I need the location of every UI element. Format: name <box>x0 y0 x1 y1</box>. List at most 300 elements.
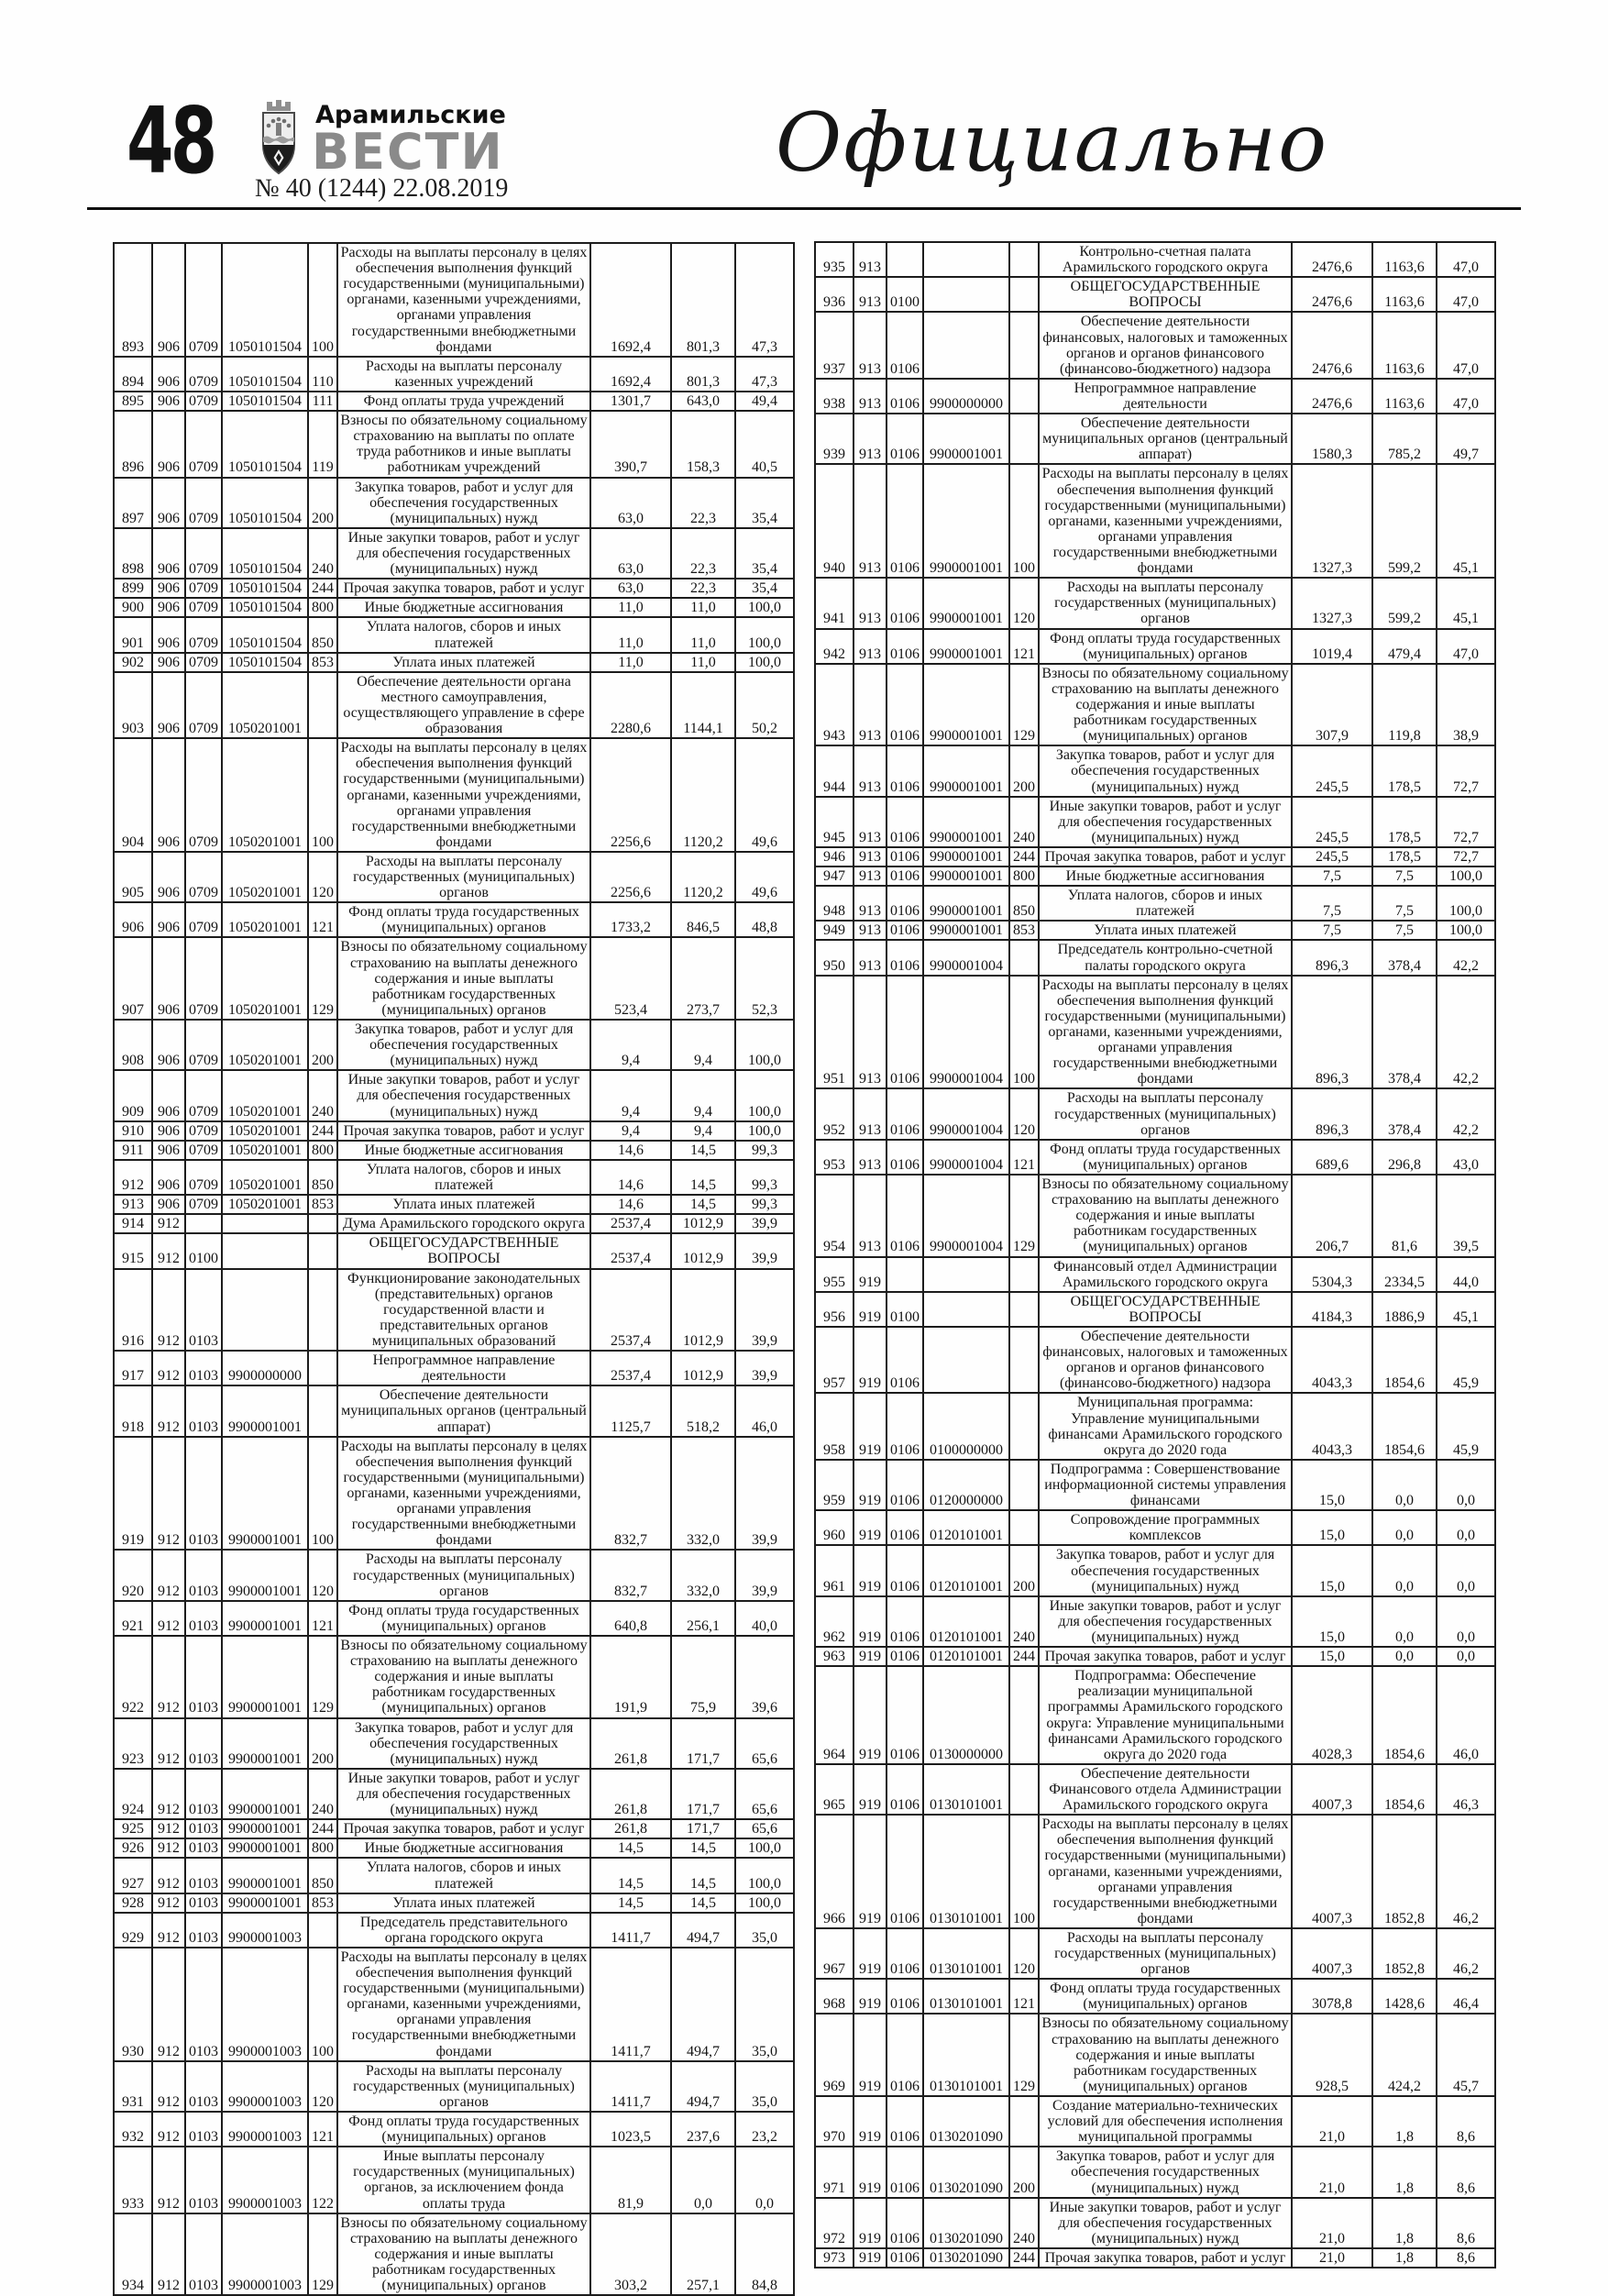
approved-value-cell: 11,0 <box>590 598 671 617</box>
description-cell: Фонд оплаты труда государственных (муниципальных) органов <box>1039 1979 1292 2014</box>
section-code-cell: 0709 <box>185 243 222 357</box>
section-code-cell: 0106 <box>887 2014 923 2096</box>
executed-value-cell: 332,0 <box>671 1550 735 1600</box>
section-code-cell: 0709 <box>185 579 222 598</box>
percent-value-cell: 72,7 <box>1437 797 1495 847</box>
row-number-cell: 925 <box>114 1819 152 1838</box>
row-number-cell: 899 <box>114 579 152 598</box>
percent-value-cell: 47,0 <box>1437 242 1495 277</box>
adm-code-cell: 912 <box>152 2112 185 2147</box>
row-number-cell: 917 <box>114 1351 152 1385</box>
expense-type-cell <box>1009 379 1039 414</box>
expense-type-cell <box>308 1351 337 1385</box>
approved-value-cell: 1411,7 <box>590 1948 671 2061</box>
table-row <box>815 414 1495 464</box>
description-cell: Расходы на выплаты персоналу в целях обеспечения выполнения функций государственными (муниципальными) органами, казенными учреждениями, органами управления государственными внебюджетными фондами <box>1039 1815 1292 1928</box>
approved-value-cell: 896,3 <box>1292 940 1372 975</box>
row-number-cell: 904 <box>114 738 152 852</box>
expense-type-cell: 122 <box>308 2147 337 2213</box>
percent-value-cell: 40,5 <box>735 411 794 477</box>
table-row <box>815 1666 1495 1764</box>
table-row <box>114 617 794 652</box>
adm-code-cell: 906 <box>152 1070 185 1120</box>
adm-code-cell: 913 <box>854 379 887 414</box>
row-number-cell: 930 <box>114 1948 152 2061</box>
target-article-cell: 0120101001 <box>923 1510 1009 1545</box>
description-cell: Дума Арамильского городского округа <box>337 1214 590 1233</box>
target-article-cell: 1050201001 <box>222 738 308 852</box>
percent-value-cell: 100,0 <box>735 617 794 652</box>
row-number-cell: 916 <box>114 1269 152 1352</box>
row-number-cell: 947 <box>815 867 854 886</box>
executed-value-cell: 22,3 <box>671 528 735 579</box>
percent-value-cell: 100,0 <box>735 1020 794 1070</box>
adm-code-cell: 913 <box>854 921 887 940</box>
approved-value-cell: 4043,3 <box>1292 1327 1372 1393</box>
target-article-cell: 0130101001 <box>923 2014 1009 2096</box>
adm-code-cell: 919 <box>854 2014 887 2096</box>
row-number-cell: 972 <box>815 2198 854 2248</box>
target-article-cell: 9900001001 <box>923 578 1009 628</box>
executed-value-cell: 7,5 <box>1372 886 1437 921</box>
table-row <box>815 1979 1495 2014</box>
row-number-cell: 894 <box>114 357 152 392</box>
adm-code-cell: 912 <box>152 1214 185 1233</box>
percent-value-cell: 8,6 <box>1437 2248 1495 2268</box>
adm-code-cell: 912 <box>152 2147 185 2213</box>
adm-code-cell: 913 <box>854 277 887 312</box>
budget-execution-table-left <box>113 242 795 2296</box>
table-row <box>114 579 794 598</box>
percent-value-cell: 47,0 <box>1437 629 1495 664</box>
expense-type-cell: 200 <box>308 1718 337 1769</box>
table-row <box>815 578 1495 628</box>
description-cell: Иные выплаты персоналу государственных (муниципальных) органов, за исключением фонда оплаты труда <box>337 2147 590 2213</box>
target-article-cell: 1050201001 <box>222 852 308 902</box>
approved-value-cell: 1301,7 <box>590 392 671 411</box>
expense-type-cell: 200 <box>1009 1545 1039 1595</box>
executed-value-cell: 1120,2 <box>671 738 735 852</box>
table-row <box>815 1596 1495 1647</box>
row-number-cell: 908 <box>114 1020 152 1070</box>
section-code-cell: 0106 <box>887 1393 923 1459</box>
expense-type-cell <box>308 1269 337 1352</box>
target-article-cell: 0120101001 <box>923 1596 1009 1647</box>
section-code-cell: 0709 <box>185 528 222 579</box>
adm-code-cell: 906 <box>152 653 185 672</box>
percent-value-cell: 35,4 <box>735 478 794 528</box>
target-article-cell: 9900001004 <box>923 976 1009 1089</box>
table-row <box>815 1928 1495 1979</box>
approved-value-cell: 21,0 <box>1292 2248 1372 2268</box>
section-code-cell: 0106 <box>887 1140 923 1175</box>
adm-code-cell: 913 <box>854 867 887 886</box>
percent-value-cell: 8,6 <box>1437 2096 1495 2147</box>
row-number-cell: 953 <box>815 1140 854 1175</box>
percent-value-cell: 44,0 <box>1437 1257 1495 1292</box>
section-code-cell: 0103 <box>185 1385 222 1436</box>
approved-value-cell: 63,0 <box>590 478 671 528</box>
description-cell: Иные закупки товаров, работ и услуг для обеспечения государственных (муниципальных) нужд <box>337 1070 590 1120</box>
executed-value-cell: 1854,6 <box>1372 1764 1437 1815</box>
approved-value-cell: 1019,4 <box>1292 629 1372 664</box>
approved-value-cell: 261,8 <box>590 1819 671 1838</box>
percent-value-cell: 100,0 <box>735 1893 794 1913</box>
adm-code-cell: 912 <box>152 1893 185 1913</box>
row-number-cell: 967 <box>815 1928 854 1979</box>
target-article-cell <box>923 242 1009 277</box>
row-number-cell: 944 <box>815 745 854 796</box>
row-number-cell: 909 <box>114 1070 152 1120</box>
target-article-cell: 1050101504 <box>222 617 308 652</box>
adm-code-cell: 912 <box>152 1437 185 1551</box>
description-cell: Обеспечение деятельности муниципальных органов (центральный аппарат) <box>337 1385 590 1436</box>
description-cell: Финансовый отдел Администрации Арамильского городского округа <box>1039 1257 1292 1292</box>
description-cell: Расходы на выплаты персоналу в целях обеспечения выполнения функций государственными (муниципальными) органами, казенными учреждениями, органами управления государственными внебюджетными фондами <box>337 1948 590 2061</box>
percent-value-cell: 8,6 <box>1437 2198 1495 2248</box>
expense-type-cell: 120 <box>1009 1928 1039 1979</box>
expense-type-cell <box>1009 312 1039 378</box>
row-number-cell: 907 <box>114 937 152 1020</box>
approved-value-cell: 7,5 <box>1292 921 1372 940</box>
expense-type-cell: 800 <box>308 1838 337 1858</box>
description-cell: Прочая закупка товаров, работ и услуг <box>1039 2248 1292 2268</box>
section-code-cell: 0709 <box>185 852 222 902</box>
target-article-cell <box>923 312 1009 378</box>
expense-type-cell: 129 <box>308 937 337 1020</box>
percent-value-cell: 39,6 <box>735 1636 794 1718</box>
table-row <box>815 976 1495 1089</box>
approved-value-cell: 206,7 <box>1292 1175 1372 1257</box>
row-number-cell: 955 <box>815 1257 854 1292</box>
percent-value-cell: 47,3 <box>735 243 794 357</box>
description-cell: Обеспечение деятельности Финансового отдела Администрации Арамильского городского округа <box>1039 1764 1292 1815</box>
row-number-cell: 938 <box>815 379 854 414</box>
description-cell: Иные закупки товаров, работ и услуг для обеспечения государственных (муниципальных) нужд <box>337 1769 590 1819</box>
target-article-cell: 9900001003 <box>222 1948 308 2061</box>
expense-type-cell: 853 <box>308 653 337 672</box>
adm-code-cell: 919 <box>854 1460 887 1510</box>
executed-value-cell: 158,3 <box>671 411 735 477</box>
executed-value-cell: 518,2 <box>671 1385 735 1436</box>
table-row <box>815 1393 1495 1459</box>
section-code-cell: 0106 <box>887 578 923 628</box>
target-article-cell <box>222 1269 308 1352</box>
row-number-cell: 943 <box>815 664 854 746</box>
target-article-cell: 0120101001 <box>923 1647 1009 1666</box>
expense-type-cell: 800 <box>308 598 337 617</box>
table-row <box>815 940 1495 975</box>
executed-value-cell: 0,0 <box>1372 1460 1437 1510</box>
description-cell: Прочая закупка товаров, работ и услуг <box>1039 847 1292 867</box>
approved-value-cell: 3078,8 <box>1292 1979 1372 2014</box>
description-cell: Расходы на выплаты персоналу государственных (муниципальных) органов <box>337 852 590 902</box>
table-row <box>114 411 794 477</box>
coat-of-arms-logo <box>257 97 301 178</box>
section-code-cell: 0709 <box>185 1141 222 1160</box>
table-row <box>815 745 1495 796</box>
executed-value-cell: 494,7 <box>671 1948 735 2061</box>
adm-code-cell: 906 <box>152 1195 185 1214</box>
description-cell: Взносы по обязательному социальному страхованию на выплаты денежного содержания и иные выплаты работникам государственных (муниципальных) органов <box>1039 664 1292 746</box>
section-code-cell: 0709 <box>185 357 222 392</box>
table-row <box>815 921 1495 940</box>
adm-code-cell: 912 <box>152 1550 185 1600</box>
section-code-cell: 0106 <box>887 1928 923 1979</box>
row-number-cell: 959 <box>815 1460 854 1510</box>
table-row <box>114 243 794 357</box>
expense-type-cell: 100 <box>308 243 337 357</box>
description-cell: Уплата налогов, сборов и иных платежей <box>337 1160 590 1195</box>
adm-code-cell: 919 <box>854 1815 887 1928</box>
section-code-cell: 0106 <box>887 1764 923 1815</box>
executed-value-cell: 14,5 <box>671 1858 735 1893</box>
target-article-cell <box>222 1214 308 1233</box>
description-cell: Контрольно-счетная палата Арамильского городского округа <box>1039 242 1292 277</box>
section-code-cell: 0106 <box>887 745 923 796</box>
description-cell: Расходы на выплаты персоналу в целях обеспечения выполнения функций государственными (муниципальными) органами, казенными учреждениями, органами управления государственными внебюджетными фондами <box>337 738 590 852</box>
approved-value-cell: 4007,3 <box>1292 1815 1372 1928</box>
table-row <box>815 867 1495 886</box>
approved-value-cell: 245,5 <box>1292 847 1372 867</box>
target-article-cell: 9900001003 <box>222 2147 308 2213</box>
row-number-cell: 913 <box>114 1195 152 1214</box>
section-code-cell: 0106 <box>887 1979 923 2014</box>
row-number-cell: 921 <box>114 1601 152 1636</box>
target-article-cell: 0130000000 <box>923 1666 1009 1764</box>
target-article-cell: 9900001001 <box>222 1718 308 1769</box>
table-row <box>114 1636 794 1718</box>
approved-value-cell: 9,4 <box>590 1121 671 1141</box>
target-article-cell: 9900001001 <box>222 1636 308 1718</box>
approved-value-cell: 7,5 <box>1292 867 1372 886</box>
executed-value-cell: 9,4 <box>671 1020 735 1070</box>
percent-value-cell: 48,8 <box>735 902 794 937</box>
description-cell: Уплата налогов, сборов и иных платежей <box>1039 886 1292 921</box>
description-cell: ОБЩЕГОСУДАРСТВЕННЫЕ ВОПРОСЫ <box>337 1233 590 1268</box>
expense-type-cell: 120 <box>1009 1088 1039 1139</box>
adm-code-cell: 913 <box>854 976 887 1089</box>
executed-value-cell: 494,7 <box>671 1913 735 1948</box>
approved-value-cell: 9,4 <box>590 1070 671 1120</box>
row-number-cell: 957 <box>815 1327 854 1393</box>
description-cell: ОБЩЕГОСУДАРСТВЕННЫЕ ВОПРОСЫ <box>1039 1292 1292 1327</box>
table-row <box>815 312 1495 378</box>
approved-value-cell: 63,0 <box>590 579 671 598</box>
table-row <box>114 357 794 392</box>
section-code-cell: 0103 <box>185 1437 222 1551</box>
row-number-cell: 914 <box>114 1214 152 1233</box>
table-row <box>114 1718 794 1769</box>
expense-type-cell: 119 <box>308 411 337 477</box>
target-article-cell: 9900001004 <box>923 940 1009 975</box>
approved-value-cell: 1411,7 <box>590 2061 671 2112</box>
adm-code-cell: 913 <box>854 1175 887 1257</box>
section-code-cell: 0103 <box>185 1769 222 1819</box>
description-cell: Закупка товаров, работ и услуг для обеспечения государственных (муниципальных) нужд <box>337 1718 590 1769</box>
approved-value-cell: 1692,4 <box>590 243 671 357</box>
description-cell: Обеспечение деятельности органа местного самоуправления, осуществляющего управление в сфере образования <box>337 672 590 738</box>
table-row <box>114 478 794 528</box>
approved-value-cell: 14,5 <box>590 1858 671 1893</box>
target-article-cell: 9900000000 <box>923 379 1009 414</box>
table-row <box>815 1545 1495 1595</box>
target-article-cell: 0130101001 <box>923 1979 1009 2014</box>
approved-value-cell: 11,0 <box>590 617 671 652</box>
percent-value-cell: 49,4 <box>735 392 794 411</box>
section-code-cell: 0103 <box>185 1948 222 2061</box>
table-row <box>114 1601 794 1636</box>
percent-value-cell: 45,7 <box>1437 2014 1495 2096</box>
header-divider <box>87 207 1521 210</box>
approved-value-cell: 2476,6 <box>1292 379 1372 414</box>
expense-type-cell <box>1009 2096 1039 2147</box>
section-code-cell: 0106 <box>887 1545 923 1595</box>
row-number-cell: 940 <box>815 464 854 578</box>
percent-value-cell: 0,0 <box>1437 1545 1495 1595</box>
description-cell: Взносы по обязательному социальному страхованию на выплаты денежного содержания и иные выплаты работникам государственных (муниципальных) органов <box>337 2213 590 2296</box>
target-article-cell: 1050201001 <box>222 672 308 738</box>
expense-type-cell: 244 <box>1009 847 1039 867</box>
executed-value-cell: 171,7 <box>671 1769 735 1819</box>
adm-code-cell: 912 <box>152 1233 185 1268</box>
target-article-cell: 9900001003 <box>222 2213 308 2296</box>
target-article-cell: 9900001001 <box>923 745 1009 796</box>
expense-type-cell: 240 <box>1009 2198 1039 2248</box>
expense-type-cell: 244 <box>308 579 337 598</box>
percent-value-cell: 45,1 <box>1437 1292 1495 1327</box>
section-code-cell: 0103 <box>185 2112 222 2147</box>
target-article-cell: 1050101504 <box>222 579 308 598</box>
table-row <box>114 1351 794 1385</box>
approved-value-cell: 15,0 <box>1292 1510 1372 1545</box>
description-cell: Расходы на выплаты персоналу государственных (муниципальных) органов <box>337 1550 590 1600</box>
percent-value-cell: 49,6 <box>735 852 794 902</box>
expense-type-cell: 129 <box>1009 2014 1039 2096</box>
row-number-cell: 946 <box>815 847 854 867</box>
percent-value-cell: 99,3 <box>735 1141 794 1160</box>
description-cell: Уплата иных платежей <box>337 653 590 672</box>
target-article-cell: 1050101504 <box>222 478 308 528</box>
description-cell: Прочая закупка товаров, работ и услуг <box>337 1121 590 1141</box>
section-code-cell: 0106 <box>887 1460 923 1510</box>
executed-value-cell: 1120,2 <box>671 852 735 902</box>
adm-code-cell: 919 <box>854 1979 887 2014</box>
row-number-cell: 966 <box>815 1815 854 1928</box>
executed-value-cell: 2334,5 <box>1372 1257 1437 1292</box>
row-number-cell: 895 <box>114 392 152 411</box>
executed-value-cell: 801,3 <box>671 357 735 392</box>
approved-value-cell: 9,4 <box>590 1020 671 1070</box>
approved-value-cell: 245,5 <box>1292 797 1372 847</box>
executed-value-cell: 1,8 <box>1372 2198 1437 2248</box>
approved-value-cell: 2476,6 <box>1292 277 1372 312</box>
executed-value-cell: 599,2 <box>1372 464 1437 578</box>
section-code-cell: 0106 <box>887 976 923 1089</box>
section-code-cell: 0106 <box>887 1175 923 1257</box>
description-cell: Расходы на выплаты персоналу государственных (муниципальных) органов <box>1039 1928 1292 1979</box>
percent-value-cell: 0,0 <box>1437 1647 1495 1666</box>
row-number-cell: 903 <box>114 672 152 738</box>
section-code-cell: 0100 <box>887 1292 923 1327</box>
description-cell: Создание материально-технических условий для обеспечения исполнения муниципальной программы <box>1039 2096 1292 2147</box>
row-number-cell: 897 <box>114 478 152 528</box>
percent-value-cell: 43,0 <box>1437 1140 1495 1175</box>
table-row <box>114 1070 794 1120</box>
description-cell: Расходы на выплаты персоналу государственных (муниципальных) органов <box>1039 1088 1292 1139</box>
executed-value-cell: 1,8 <box>1372 2248 1437 2268</box>
approved-value-cell: 928,5 <box>1292 2014 1372 2096</box>
expense-type-cell: 120 <box>308 1550 337 1600</box>
adm-code-cell: 913 <box>854 1140 887 1175</box>
adm-code-cell: 912 <box>152 1601 185 1636</box>
executed-value-cell: 0,0 <box>671 2147 735 2213</box>
target-article-cell: 9900001003 <box>222 1913 308 1948</box>
target-article-cell: 9900001001 <box>222 1769 308 1819</box>
approved-value-cell: 7,5 <box>1292 886 1372 921</box>
adm-code-cell: 912 <box>152 1838 185 1858</box>
expense-type-cell <box>1009 1764 1039 1815</box>
row-number-cell: 958 <box>815 1393 854 1459</box>
row-number-cell: 918 <box>114 1385 152 1436</box>
expense-type-cell: 850 <box>308 1858 337 1893</box>
section-code-cell: 0103 <box>185 2213 222 2296</box>
target-article-cell: 1050101504 <box>222 357 308 392</box>
percent-value-cell: 100,0 <box>1437 921 1495 940</box>
target-article-cell: 1050201001 <box>222 1195 308 1214</box>
percent-value-cell: 46,4 <box>1437 1979 1495 2014</box>
approved-value-cell: 15,0 <box>1292 1460 1372 1510</box>
target-article-cell: 9900001001 <box>923 664 1009 746</box>
adm-code-cell: 913 <box>854 940 887 975</box>
row-number-cell: 950 <box>815 940 854 975</box>
row-number-cell: 919 <box>114 1437 152 1551</box>
target-article-cell: 9900001001 <box>222 1819 308 1838</box>
executed-value-cell: 1854,6 <box>1372 1327 1437 1393</box>
approved-value-cell: 245,5 <box>1292 745 1372 796</box>
executed-value-cell: 1428,6 <box>1372 1979 1437 2014</box>
expense-type-cell: 121 <box>1009 629 1039 664</box>
adm-code-cell: 919 <box>854 1596 887 1647</box>
section-code-cell: 0103 <box>185 1858 222 1893</box>
adm-code-cell: 912 <box>152 1769 185 1819</box>
executed-value-cell: 0,0 <box>1372 1647 1437 1666</box>
row-number-cell: 898 <box>114 528 152 579</box>
executed-value-cell: 1012,9 <box>671 1351 735 1385</box>
adm-code-cell: 906 <box>152 672 185 738</box>
adm-code-cell: 919 <box>854 1510 887 1545</box>
approved-value-cell: 896,3 <box>1292 1088 1372 1139</box>
executed-value-cell: 1852,8 <box>1372 1815 1437 1928</box>
adm-code-cell: 912 <box>152 1385 185 1436</box>
table-row <box>815 2147 1495 2197</box>
section-title: Официально <box>776 95 1329 190</box>
target-article-cell: 9900001001 <box>923 464 1009 578</box>
percent-value-cell: 99,3 <box>735 1160 794 1195</box>
expense-type-cell: 240 <box>1009 1596 1039 1647</box>
percent-value-cell: 0,0 <box>1437 1460 1495 1510</box>
executed-value-cell: 378,4 <box>1372 1088 1437 1139</box>
executed-value-cell: 1012,9 <box>671 1269 735 1352</box>
budget-execution-table-right <box>814 241 1496 2268</box>
section-code-cell: 0709 <box>185 902 222 937</box>
target-article-cell: 1050201001 <box>222 1141 308 1160</box>
description-cell: Иные бюджетные ассигнования <box>1039 867 1292 886</box>
table-row <box>114 2112 794 2147</box>
executed-value-cell: 178,5 <box>1372 847 1437 867</box>
target-article-cell: 1050201001 <box>222 1160 308 1195</box>
table-row <box>114 1121 794 1141</box>
